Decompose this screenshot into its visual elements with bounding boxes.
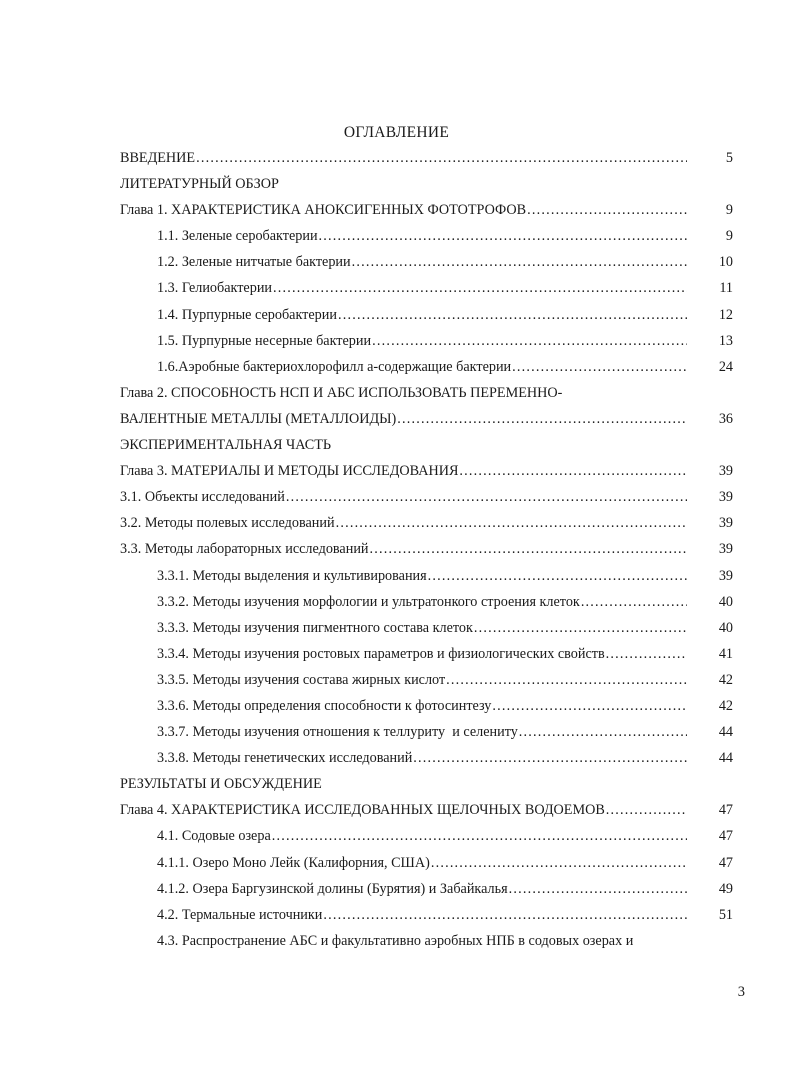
toc-entry[interactable] bbox=[0, 537, 793, 563]
toc-entry-label: 3.3.4. Методы изучения ростовых параметров и физиологических свойств bbox=[157, 645, 605, 662]
toc-entry[interactable] bbox=[0, 224, 793, 250]
dot-leader bbox=[323, 907, 687, 924]
toc-entry-page: 49 bbox=[718, 880, 733, 897]
dot-leader bbox=[338, 307, 687, 324]
dot-leader bbox=[446, 672, 687, 689]
toc-entry[interactable] bbox=[0, 590, 793, 616]
toc-entry-page: 41 bbox=[718, 645, 733, 662]
toc-entry-label: 3.3.8. Методы генетических исследований bbox=[157, 750, 413, 767]
toc-entry[interactable] bbox=[0, 851, 793, 877]
toc-entry[interactable] bbox=[0, 694, 793, 720]
toc-entry[interactable] bbox=[0, 511, 793, 537]
toc-entry-page: 42 bbox=[718, 697, 733, 714]
toc-entry-page: 42 bbox=[718, 671, 733, 688]
toc-entry-page: 39 bbox=[718, 567, 733, 584]
toc-entry-continued[interactable] bbox=[0, 929, 793, 955]
dot-leader bbox=[519, 724, 687, 741]
dot-leader bbox=[428, 568, 687, 585]
toc-entry-label: ВАЛЕНТНЫЕ МЕТАЛЛЫ (МЕТАЛЛОИДЫ) bbox=[120, 410, 397, 427]
toc-entry-label: Глава 3. МАТЕРИАЛЫ И МЕТОДЫ ИССЛЕДОВАНИЯ bbox=[120, 463, 459, 480]
toc-entry-label: 1.3. Гелиобактерии bbox=[157, 280, 273, 297]
toc-entry-label: 3.3.6. Методы определения способности к фотосинтезу bbox=[157, 697, 492, 714]
toc-entry-page: 9 bbox=[725, 202, 733, 219]
toc-entry[interactable] bbox=[0, 250, 793, 276]
toc-entry[interactable] bbox=[0, 877, 793, 903]
toc-entry[interactable] bbox=[0, 303, 793, 329]
toc-entry-label: 4.1.1. Озеро Моно Лейк (Калифорния, США) bbox=[157, 854, 430, 871]
toc-entry-page: 40 bbox=[718, 593, 733, 610]
dot-leader bbox=[272, 828, 687, 845]
toc-entry-label: 4.3. Распространение АБС и факультативно аэробных НПБ в содовых озерах и bbox=[157, 932, 634, 949]
toc-entry-page: 44 bbox=[718, 724, 733, 741]
toc-entry-page: 47 bbox=[718, 854, 733, 871]
dot-leader bbox=[336, 515, 687, 532]
toc-entry[interactable] bbox=[0, 903, 793, 929]
toc-entry-label: 1.4. Пурпурные серобактерии bbox=[157, 306, 337, 323]
toc-entry-page: 39 bbox=[718, 489, 733, 506]
toc-entry-label: 3.3. Методы лабораторных исследований bbox=[120, 541, 369, 558]
toc-entry-label: 3.3.2. Методы изучения морфологии и ультратонкого строения клеток bbox=[157, 593, 580, 610]
toc-entry[interactable] bbox=[0, 276, 793, 302]
dot-leader bbox=[196, 150, 687, 167]
toc-entry-page: 10 bbox=[718, 254, 733, 271]
dot-leader bbox=[397, 411, 687, 428]
dot-leader bbox=[372, 333, 687, 350]
toc-entry-page: 12 bbox=[718, 306, 733, 323]
dot-leader bbox=[581, 594, 687, 611]
toc-entry[interactable] bbox=[0, 668, 793, 694]
toc-entry[interactable] bbox=[0, 564, 793, 590]
toc-entry-label: 3.3.7. Методы изучения отношения к теллуриту и селениту bbox=[157, 724, 518, 741]
toc-entry-label: 4.1. Содовые озера bbox=[157, 828, 271, 845]
toc-entry-label: 1.6.Аэробные бактериохлорофилл а-содержащие бактерии bbox=[157, 358, 512, 375]
toc-section-label: ЭКСПЕРИМЕНТАЛЬНАЯ ЧАСТЬ bbox=[120, 437, 332, 454]
table-of-contents bbox=[0, 146, 793, 955]
page-number: 3 bbox=[737, 984, 745, 1000]
toc-entry-page: 36 bbox=[718, 410, 733, 427]
toc-entry-page: 44 bbox=[718, 750, 733, 767]
toc-entry-page: 5 bbox=[725, 150, 733, 166]
dot-leader bbox=[474, 620, 687, 637]
toc-entry[interactable] bbox=[0, 355, 793, 381]
toc-section-heading bbox=[0, 772, 793, 798]
toc-entry-page: 39 bbox=[718, 463, 733, 480]
toc-entry-label: Глава 1. ХАРАКТЕРИСТИКА АНОКСИГЕННЫХ ФОТОТРОФОВ bbox=[120, 202, 527, 219]
toc-entry-page: 47 bbox=[718, 828, 733, 845]
dot-leader bbox=[606, 802, 687, 819]
dot-leader bbox=[286, 489, 687, 506]
toc-entry-page: 40 bbox=[718, 619, 733, 636]
dot-leader bbox=[431, 855, 687, 872]
page-title: ОГЛАВЛЕНИЕ bbox=[343, 124, 450, 141]
toc-entry-label: Глава 2. СПОСОБНОСТЬ НСП И АБС ИСПОЛЬЗОВАТЬ ПЕРЕМЕННО- bbox=[120, 384, 563, 401]
toc-entry-label: 3.1. Объекты исследований bbox=[120, 489, 285, 506]
toc-entry-label: 1.2. Зеленые нитчатые бактерии bbox=[157, 254, 351, 271]
dot-leader bbox=[459, 463, 687, 480]
toc-entry-continued[interactable] bbox=[0, 381, 793, 407]
toc-entry-page: 9 bbox=[725, 228, 733, 245]
toc-entry[interactable] bbox=[0, 720, 793, 746]
dot-leader bbox=[370, 541, 687, 558]
toc-entry-page: 39 bbox=[718, 515, 733, 532]
toc-entry-page: 39 bbox=[718, 541, 733, 558]
dot-leader bbox=[512, 359, 687, 376]
dot-leader bbox=[527, 202, 687, 219]
toc-section-label: РЕЗУЛЬТАТЫ И ОБСУЖДЕНИЕ bbox=[120, 776, 322, 793]
toc-entry-label: 3.3.3. Методы изучения пигментного состава клеток bbox=[157, 619, 473, 636]
toc-section-label: ЛИТЕРАТУРНЫЙ ОБЗОР bbox=[120, 176, 279, 193]
toc-entry-label: 3.3.5. Методы изучения состава жирных кислот bbox=[157, 671, 446, 688]
dot-leader bbox=[352, 254, 687, 271]
toc-entry-label: 4.2. Термальные источники bbox=[157, 906, 323, 923]
toc-entry-page: 11 bbox=[719, 280, 733, 297]
toc-entry[interactable] bbox=[0, 616, 793, 642]
toc-entry-page: 51 bbox=[718, 906, 733, 923]
toc-entry-page: 13 bbox=[718, 332, 733, 349]
toc-entry[interactable] bbox=[0, 459, 793, 485]
dot-leader bbox=[606, 646, 687, 663]
toc-entry-page: 24 bbox=[718, 358, 733, 375]
toc-entry[interactable] bbox=[0, 798, 793, 824]
dot-leader bbox=[413, 750, 687, 767]
toc-entry[interactable] bbox=[0, 824, 793, 850]
toc-entry[interactable] bbox=[0, 485, 793, 511]
dot-leader bbox=[509, 881, 687, 898]
dot-leader bbox=[273, 280, 687, 297]
toc-entry[interactable] bbox=[0, 746, 793, 772]
toc-entry-label: ВВЕДЕНИЕ bbox=[120, 150, 196, 166]
toc-entry-label: 3.3.1. Методы выделения и культивирования bbox=[157, 567, 427, 584]
toc-entry-label: 4.1.2. Озера Баргузинской долины (Бурятия) и Забайкалья bbox=[157, 880, 508, 897]
toc-entry-label: 3.2. Методы полевых исследований bbox=[120, 515, 335, 532]
toc-section-heading bbox=[0, 433, 793, 459]
dot-leader bbox=[319, 228, 687, 245]
toc-entry-page: 47 bbox=[718, 802, 733, 819]
toc-entry-label: 1.1. Зеленые серобактерии bbox=[157, 228, 318, 245]
toc-entry-label: 1.5. Пурпурные несерные бактерии bbox=[157, 332, 372, 349]
toc-entry[interactable] bbox=[0, 329, 793, 355]
toc-entry[interactable] bbox=[0, 146, 793, 172]
toc-entry[interactable] bbox=[0, 642, 793, 668]
dot-leader bbox=[492, 698, 687, 715]
toc-entry-label: Глава 4. ХАРАКТЕРИСТИКА ИССЛЕДОВАННЫХ ЩЕЛОЧНЫХ ВОДОЕМОВ bbox=[120, 802, 605, 819]
toc-entry[interactable] bbox=[0, 407, 793, 433]
toc-entry[interactable] bbox=[0, 198, 793, 224]
toc-section-heading bbox=[0, 172, 793, 198]
